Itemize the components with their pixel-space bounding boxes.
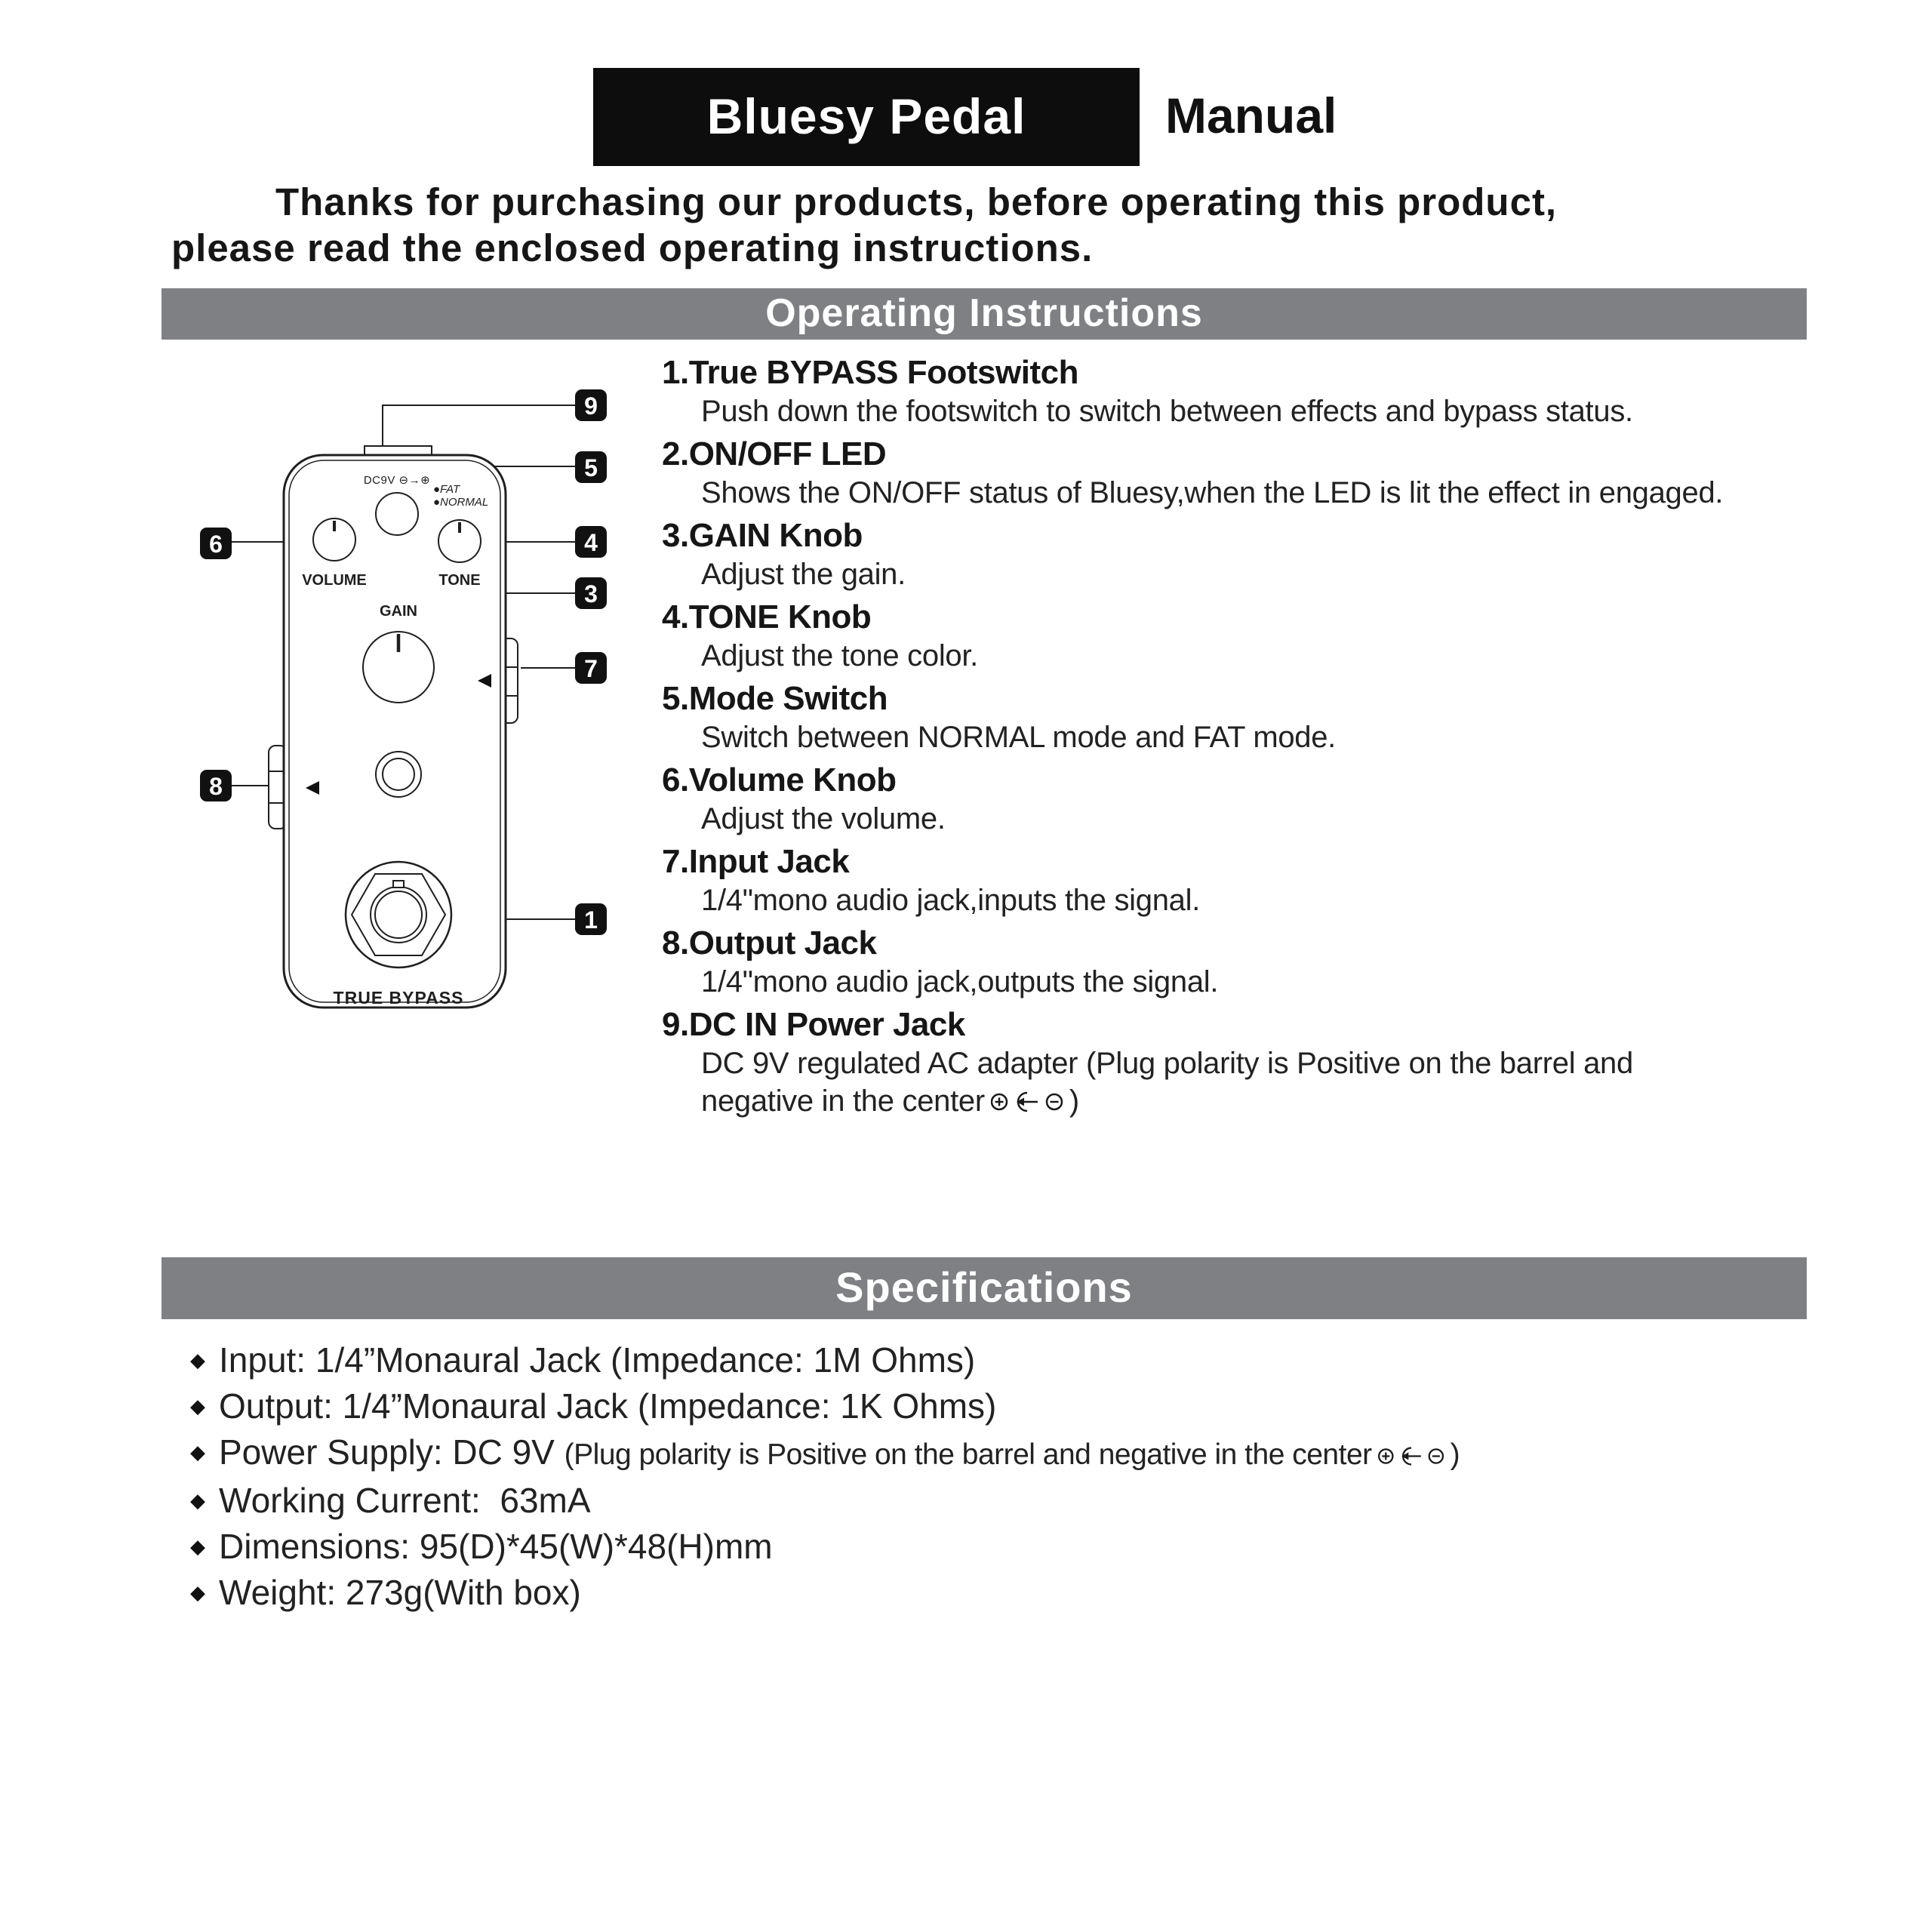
instruction-desc: Adjust the tone color. xyxy=(701,639,978,672)
tone-knob xyxy=(438,520,481,562)
instruction-item-gain xyxy=(662,516,1839,593)
instruction-title: 1.True BYPASS Footswitch xyxy=(662,354,1078,391)
instruction-item-input-jack xyxy=(662,842,1839,919)
instruction-title: 6.Volume Knob xyxy=(662,761,897,798)
svg-text:1: 1 xyxy=(584,906,598,934)
spec-input: ◆ Input: 1/4”Monaural Jack (Impedance: 1M Ohms) xyxy=(190,1340,976,1380)
gain-label: GAIN xyxy=(380,603,417,620)
instruction-desc: Switch between NORMAL mode and FAT mode. xyxy=(701,721,1336,754)
instruction-desc: Push down the footswitch to switch between effects and bypass status. xyxy=(701,395,1633,428)
instruction-desc: Adjust the volume. xyxy=(701,802,946,835)
spec-output: ◆ Output: 1/4”Monaural Jack (Impedance: 1K Ohms) xyxy=(190,1386,997,1426)
manual-title-suffix: Manual xyxy=(1165,88,1337,143)
instruction-item-led xyxy=(662,435,1839,512)
svg-text:5: 5 xyxy=(584,454,598,481)
callout-tag-6 xyxy=(200,528,232,559)
gain-knob xyxy=(363,632,434,703)
callout-tag-8 xyxy=(200,770,232,801)
diamond-bullet-icon: ◆ xyxy=(190,1349,205,1371)
callout-tag-3 xyxy=(575,577,607,609)
instruction-title: 4.TONE Knob xyxy=(662,598,872,635)
diamond-bullet-icon: ◆ xyxy=(190,1395,205,1417)
spec-dimensions: ◆ Dimensions: 95(D)*45(W)*48(H)mm xyxy=(190,1527,773,1566)
instruction-desc: DC 9V regulated AC adapter (Plug polarity is Positive on the barrel and xyxy=(701,1047,1633,1080)
instruction-title: 5.Mode Switch xyxy=(662,680,888,717)
section-header-specifications: Specifications xyxy=(162,1257,1807,1319)
svg-text:6: 6 xyxy=(209,531,223,558)
instruction-title: 8.Output Jack xyxy=(662,924,877,961)
instruction-title: 3.GAIN Knob xyxy=(662,517,863,554)
svg-text:8: 8 xyxy=(209,773,223,800)
product-title-box: Bluesy Pedal xyxy=(593,68,1140,166)
instruction-desc: Adjust the gain. xyxy=(701,558,906,591)
callout-tag-1 xyxy=(575,903,607,935)
instruction-item-footswitch xyxy=(662,353,1839,430)
intro-line-1: Thanks for purchasing our products, before operating this product, xyxy=(275,180,1558,223)
diamond-bullet-icon: ◆ xyxy=(190,1535,205,1558)
instruction-title: 7.Input Jack xyxy=(662,843,850,880)
callout-tag-5 xyxy=(575,451,607,483)
tone-label: TONE xyxy=(438,572,481,589)
instruction-item-mode xyxy=(662,679,1839,756)
svg-text:3: 3 xyxy=(584,580,598,608)
callout-tag-7 xyxy=(575,652,607,684)
polarity-icon xyxy=(1378,1444,1444,1468)
volume-label: VOLUME xyxy=(302,572,367,589)
instruction-desc: Shows the ON/OFF status of Bluesy,when the LED is lit the effect in engaged. xyxy=(701,476,1724,509)
intro-line-2: please read the enclosed operating instructions. xyxy=(171,226,1094,269)
spec-power-supply: ◆ Power Supply: DC 9V (Plug polarity is Positive on the barrel and negative in the center ) xyxy=(190,1432,1460,1472)
instruction-desc: 1/4"mono audio jack,inputs the signal. xyxy=(701,884,1201,917)
section-header-operating-instructions: Operating Instructions xyxy=(162,288,1807,340)
polarity-icon xyxy=(991,1089,1063,1115)
instruction-desc: 1/4"mono audio jack,outputs the signal. xyxy=(701,965,1219,998)
operating-instructions-list xyxy=(662,353,1839,1124)
instruction-item-output-jack xyxy=(662,924,1839,1001)
diamond-bullet-icon: ◆ xyxy=(190,1489,205,1512)
instruction-title: 2.ON/OFF LED xyxy=(662,435,887,472)
instruction-item-volume xyxy=(662,761,1839,838)
mode-switch xyxy=(376,493,418,535)
dc9v-polarity-label: DC9V ⊖→⊕ xyxy=(363,474,431,487)
callout-tag-9 xyxy=(575,389,607,421)
pedal-diagram xyxy=(0,0,679,1094)
specifications-list xyxy=(190,1337,1820,1616)
spec-weight: ◆ Weight: 273g(With box) xyxy=(190,1573,581,1612)
diamond-bullet-icon: ◆ xyxy=(190,1581,205,1604)
diamond-bullet-icon: ◆ xyxy=(190,1441,205,1463)
mode-normal-label: ●NORMAL xyxy=(433,496,489,509)
instruction-desc: negative in the center ) xyxy=(701,1084,1079,1118)
spec-working-current: ◆ Working Current: 63mA xyxy=(190,1481,591,1520)
instruction-item-dc-power xyxy=(662,1005,1839,1120)
leader-line-9 xyxy=(383,405,575,446)
svg-text:7: 7 xyxy=(584,655,598,682)
mode-fat-label: ●FAT xyxy=(433,483,460,496)
instruction-item-tone xyxy=(662,598,1839,675)
volume-knob xyxy=(313,518,355,561)
callout-tag-4 xyxy=(575,526,607,558)
svg-text:9: 9 xyxy=(584,392,598,420)
true-bypass-label: TRUE BYPASS xyxy=(333,988,464,1008)
svg-text:4: 4 xyxy=(584,529,598,556)
instruction-title: 9.DC IN Power Jack xyxy=(662,1006,965,1043)
